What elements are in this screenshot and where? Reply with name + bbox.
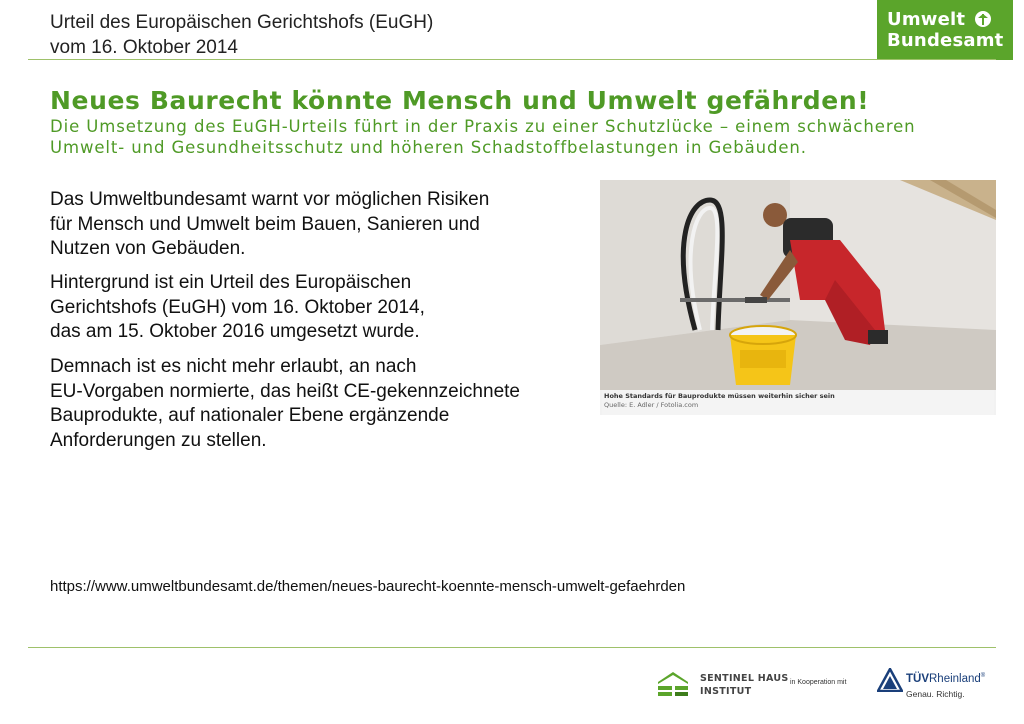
cooperation-text: in Kooperation mit bbox=[790, 679, 847, 686]
photo-caption bbox=[602, 390, 994, 415]
footer-divider bbox=[28, 647, 996, 648]
tuv-bold: TÜV bbox=[906, 673, 929, 685]
sentinel-line1: SENTINEL HAUS bbox=[700, 673, 789, 684]
text-line: Anforderungen zu stellen. bbox=[50, 429, 267, 451]
caption-credit: Quelle: E. Adler / Fotolia.com bbox=[604, 401, 699, 409]
tuv-rest: Rheinland bbox=[929, 673, 981, 685]
text-line: Bauprodukte, auf nationaler Ebene ergänzende bbox=[50, 405, 450, 426]
text-line: Demnach ist es nicht mehr erlaubt, an nach bbox=[50, 356, 417, 377]
header-title-line2: vom 16. Oktober 2014 bbox=[50, 37, 238, 58]
tuv-name bbox=[906, 673, 985, 685]
text-line: Nutzen von Gebäuden. bbox=[50, 238, 246, 259]
paragraph-consequence bbox=[50, 355, 595, 453]
source-link[interactable]: https://www.umweltbundesamt.de/themen/neues-baurecht-koennte-mensch-umwelt-gefaehrden bbox=[50, 578, 686, 595]
caption-text: Hohe Standards für Bauprodukte müssen weiterhin sicher sein bbox=[604, 392, 835, 400]
text-line: Hintergrund ist ein Urteil des Europäischen bbox=[50, 272, 412, 293]
subheadline-line1: Die Umsetzung des EuGH-Urteils führt in der Praxis zu einer Schutzlücke – einem schwächeren bbox=[50, 117, 916, 136]
subheadline bbox=[50, 116, 950, 158]
logo-line1: Umwelt bbox=[887, 9, 966, 30]
logo-line2: Bundesamt bbox=[887, 30, 1004, 51]
paragraph-background bbox=[50, 271, 595, 345]
tuv-registered: ® bbox=[980, 673, 986, 680]
header-title-line1: Urteil des Europäischen Gerichtshofs (EuGH) bbox=[50, 12, 434, 33]
subheadline-line2: Umwelt- und Gesundheitsschutz und höheren Schadstoffbelastungen in Gebäuden. bbox=[50, 138, 807, 157]
text-line: das am 15. Oktober 2016 umgesetzt wurde. bbox=[50, 321, 420, 342]
tuv-rheinland-logo bbox=[877, 668, 1002, 704]
text-line: Das Umweltbundesamt warnt vor möglichen Risiken bbox=[50, 189, 490, 210]
construction-photo bbox=[600, 180, 996, 415]
text-line: Gerichtshofs (EuGH) vom 16. Oktober 2014, bbox=[50, 296, 425, 318]
header-divider bbox=[28, 59, 996, 60]
text-line: EU-Vorgaben normierte, das heißt CE-gekennzeichnete bbox=[50, 380, 520, 402]
paragraph-warning bbox=[50, 188, 595, 262]
text-line: für Mensch und Umwelt beim Bauen, Sanieren und bbox=[50, 213, 480, 235]
worker-illustration bbox=[600, 180, 996, 390]
tuv-triangle-icon bbox=[877, 668, 903, 692]
tuv-slogan: Genau. Richtig. bbox=[906, 689, 965, 699]
house-icon bbox=[656, 670, 690, 698]
tree-icon bbox=[974, 10, 992, 28]
header-title bbox=[50, 10, 433, 60]
headline: Neues Baurecht könnte Mensch und Umwelt gefährden! bbox=[50, 86, 870, 115]
sentinel-line2: INSTITUT bbox=[700, 686, 752, 697]
umweltbundesamt-logo bbox=[877, 0, 1013, 60]
sentinel-haus-logo bbox=[656, 668, 789, 702]
